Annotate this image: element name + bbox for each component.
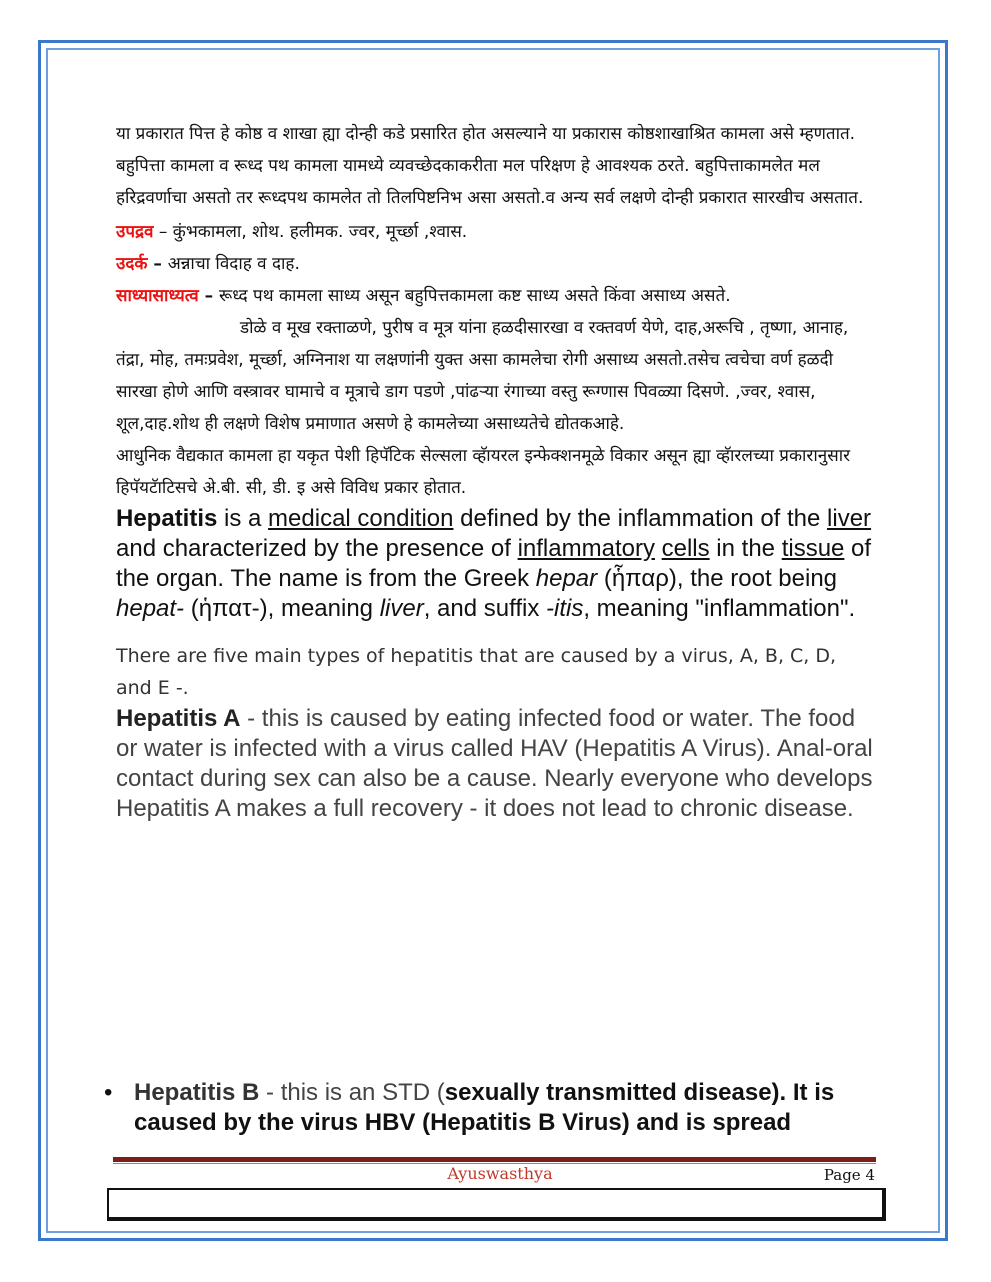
def-italic-liver: liver xyxy=(379,595,424,622)
def-text-2: defined by the inflammation of the xyxy=(453,505,828,532)
def-text-4 xyxy=(655,535,662,562)
hepatitis-a-paragraph xyxy=(116,704,876,824)
hepatitis-b-bold-text: sexually transmitted disease). It is caused by the virus HBV (Hepatitis B Virus) and is spread xyxy=(134,1079,835,1136)
udark-separator: – xyxy=(147,254,168,274)
sadhya-line xyxy=(116,280,876,312)
hepatitis-definition xyxy=(116,504,876,624)
def-italic-itis: -itis xyxy=(546,595,584,622)
footer-title: Ayuswasthya xyxy=(447,1164,553,1183)
def-italic-hepat: hepat- xyxy=(116,595,185,622)
def-text-3: and characterized by the presence of xyxy=(116,535,518,562)
def-text-7: (ἧπαρ), the root being xyxy=(597,565,838,592)
link-tissue[interactable]: tissue xyxy=(781,535,845,562)
upadrav-text: कुंभकामला, शोथ. हलीमक. ज्वर, मूर्च्छा ,श्वास. xyxy=(172,222,468,242)
def-text-9: , and suffix xyxy=(423,595,547,622)
sadhya-label: साध्यासाध्यत्व xyxy=(116,286,199,306)
upadrav-label: उपद्रव xyxy=(116,222,154,242)
hepatitis-a-text: - this is caused by eating infected food or water. The food or water is infected with a virus called HAV (Hepatitis A Virus). Anal-oral contact during sex can also be a cause. Nearly everyone who develops Hepatitis A makes a full recovery - it does not lead to chronic disease. xyxy=(116,705,873,822)
footer-box xyxy=(107,1188,886,1221)
types-intro: There are five main types of hepatitis that are caused by a virus, A, B, C, D, and E -. xyxy=(116,645,837,699)
def-text-10: , meaning "inflammation". xyxy=(583,595,856,622)
hepatitis-b-text-block xyxy=(134,1078,880,1138)
def-text-5: in the xyxy=(709,535,782,562)
link-cells[interactable]: cells xyxy=(661,535,710,562)
udark-line xyxy=(116,248,876,280)
paragraph-3: डोळे व मूख रक्ताळणे, पुरीष व मूत्र यांना हळदीसारखा व रक्तवर्ण येणे, दाह,अरूचि , तृष्णा, आनाह, तंद्रा, मोह, तमःप्रवेश, मूर्च्छा, अग्निनाश या लक्षणांनी युक्त असा कामलेचा रोगी असाध्य असतो.तसेच त्वचेचा वर्ण हळदी सारखा होणे आणि वस्त्रावर घामाचे व मूत्राचे डाग पडणे ,पांढऱ्या रंगाच्या वस्तु रूग्णास पिवळ्या दिसणे. ,ज्वर, श्वास, शूल,दाह.शोथ ही लक्षणे विशेष प्रमाणात असणे हे कामलेच्या असाध्यतेचे द्योतकआहे. xyxy=(116,318,849,434)
def-text-8: (ἡπατ-), meaning xyxy=(184,595,380,622)
def-text-1: is a xyxy=(217,505,269,532)
link-inflammatory[interactable]: inflammatory xyxy=(517,535,655,562)
page-content xyxy=(116,118,876,824)
paragraph-2: बहुपित्ता कामला व रूध्द पथ कामला यामध्ये व्यवच्छेदकाकरीता मल परिक्षण हे आवश्यक ठरते. बहुपित्ताकामलेत मल हरिद्रवर्णाचा असतो तर रूध्दपथ कामलेत तो तिलपिष्टनिभ असा असतो.व अन्य सर्व लक्षणे दोन्ही प्रकारात सारखीच असतात. xyxy=(116,156,864,208)
link-medical-condition[interactable]: medical condition xyxy=(268,505,454,532)
footer-rule xyxy=(113,1157,876,1162)
def-text-6: of the organ. The name is from the Greek xyxy=(116,535,872,592)
hepatitis-b-label: Hepatitis B xyxy=(134,1079,260,1106)
def-italic-hepar: hepar xyxy=(535,565,598,592)
upadrav-separator: – xyxy=(153,222,173,242)
sadhya-separator: – xyxy=(198,286,219,306)
paragraph-1: या प्रकारात पित्त हे कोष्ठ व शाखा ह्या दोन्ही कडे प्रसारित होत असल्याने या प्रकारास कोष्ठशाखाश्रित कामला असे म्हणतात. xyxy=(116,124,856,144)
udark-text: अन्नाचा विदाह व दाह. xyxy=(167,254,300,274)
upadrav-line xyxy=(116,216,876,248)
page-number: Page 4 xyxy=(823,1166,875,1184)
hepatitis-b-text: - this is an STD ( xyxy=(259,1079,445,1106)
bullet-icon: • xyxy=(104,1079,113,1106)
hepatitis-b-list-item xyxy=(100,1078,880,1138)
udark-label: उदर्क xyxy=(116,254,148,274)
sadhya-text: रूध्द पथ कामला साध्य असून बहुपित्तकामला कष्ट साध्य असते किंवा असाध्य असते. xyxy=(219,286,731,306)
hepatitis-a-label: Hepatitis A xyxy=(116,705,241,732)
paragraph-4: आधुनिक वैद्यकात कामला हा यकृत पेशी हिपॅटिक सेल्सला व्हॅायरल इन्फेक्शनमूळे विकार असून ह्या व्हॅारलच्या प्रकारानुसार हिपॅयटॅाटिसचे अे.बी. सी, डी. इ असे विविध प्रकार होतात. xyxy=(116,446,851,498)
link-liver[interactable]: liver xyxy=(827,505,872,532)
hepatitis-term: Hepatitis xyxy=(116,505,218,532)
